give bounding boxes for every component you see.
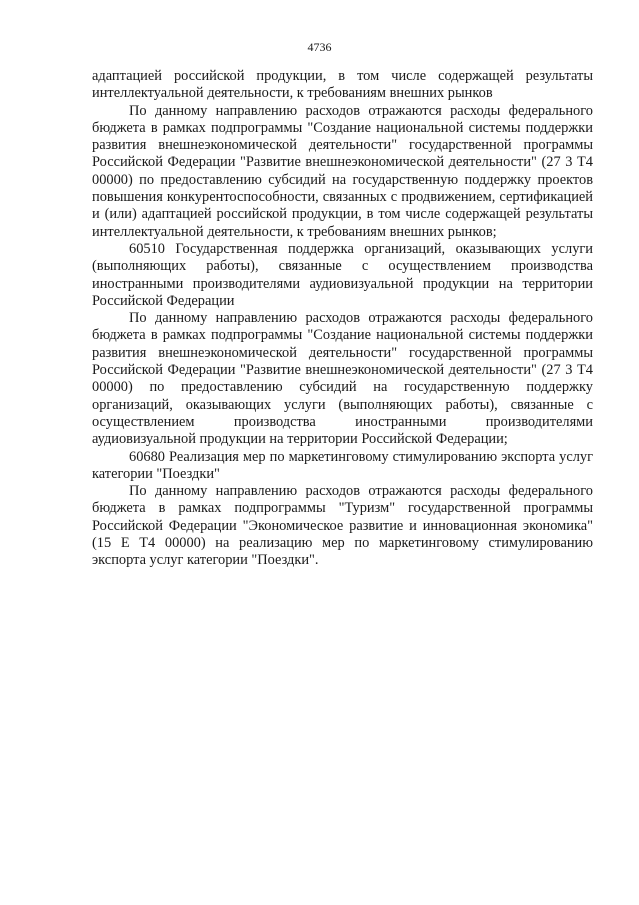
paragraph-description: По данному направлению расходов отражаются расходы федерального бюджета в рамках подпрограммы "Создание национальной системы поддержки развития внешнеэкономической деятельности" государственной программы Российской Федерации "Развитие внешнеэкономической деятельности" (27 3 Т4 00000) по предоставлению субсидий на государственную поддержку организаций, оказывающих услуги (выполняющих работы), связанные с осуществлением производства иностранными производителями аудиовизуальной продукции на территории Российской Федерации; [92, 310, 593, 448]
paragraph-description: По данному направлению расходов отражаются расходы федерального бюджета в рамках подпрограммы "Туризм" государственной программы Российской Федерации "Экономическое развитие и инновационная экономика" (15 Е Т4 00000) на реализацию мер по маркетинговому стимулированию экспорта услуг категории "Поездки". [92, 483, 593, 569]
document-body [92, 68, 593, 570]
paragraph-continuation: адаптацией российской продукции, в том числе содержащей результаты интеллектуальной деятельности, к требованиям внешних рынков [92, 68, 593, 102]
paragraph-description: По данному направлению расходов отражаются расходы федерального бюджета в рамках подпрограммы "Создание национальной системы поддержки развития внешнеэкономической деятельности" государственной программы Российской Федерации "Развитие внешнеэкономической деятельности" (27 3 Т4 00000) по предоставлению субсидий на государственную поддержку проектов повышения конкурентоспособности, связанных с продвижением, сертификацией и (или) адаптацией российской продукции, в том числе содержащей результаты интеллектуальной деятельности, к требованиям внешних рынков; [92, 102, 593, 240]
paragraph-code-heading: 60510 Государственная поддержка организаций, оказывающих услуги (выполняющих работы), связанные с осуществлением производства иностранными производителями аудиовизуальной продукции на территории Российской Федерации [92, 240, 593, 309]
page-number: 4736 [307, 40, 332, 54]
paragraph-code-heading: 60680 Реализация мер по маркетинговому стимулированию экспорта услуг категории "Поездки" [92, 448, 593, 482]
